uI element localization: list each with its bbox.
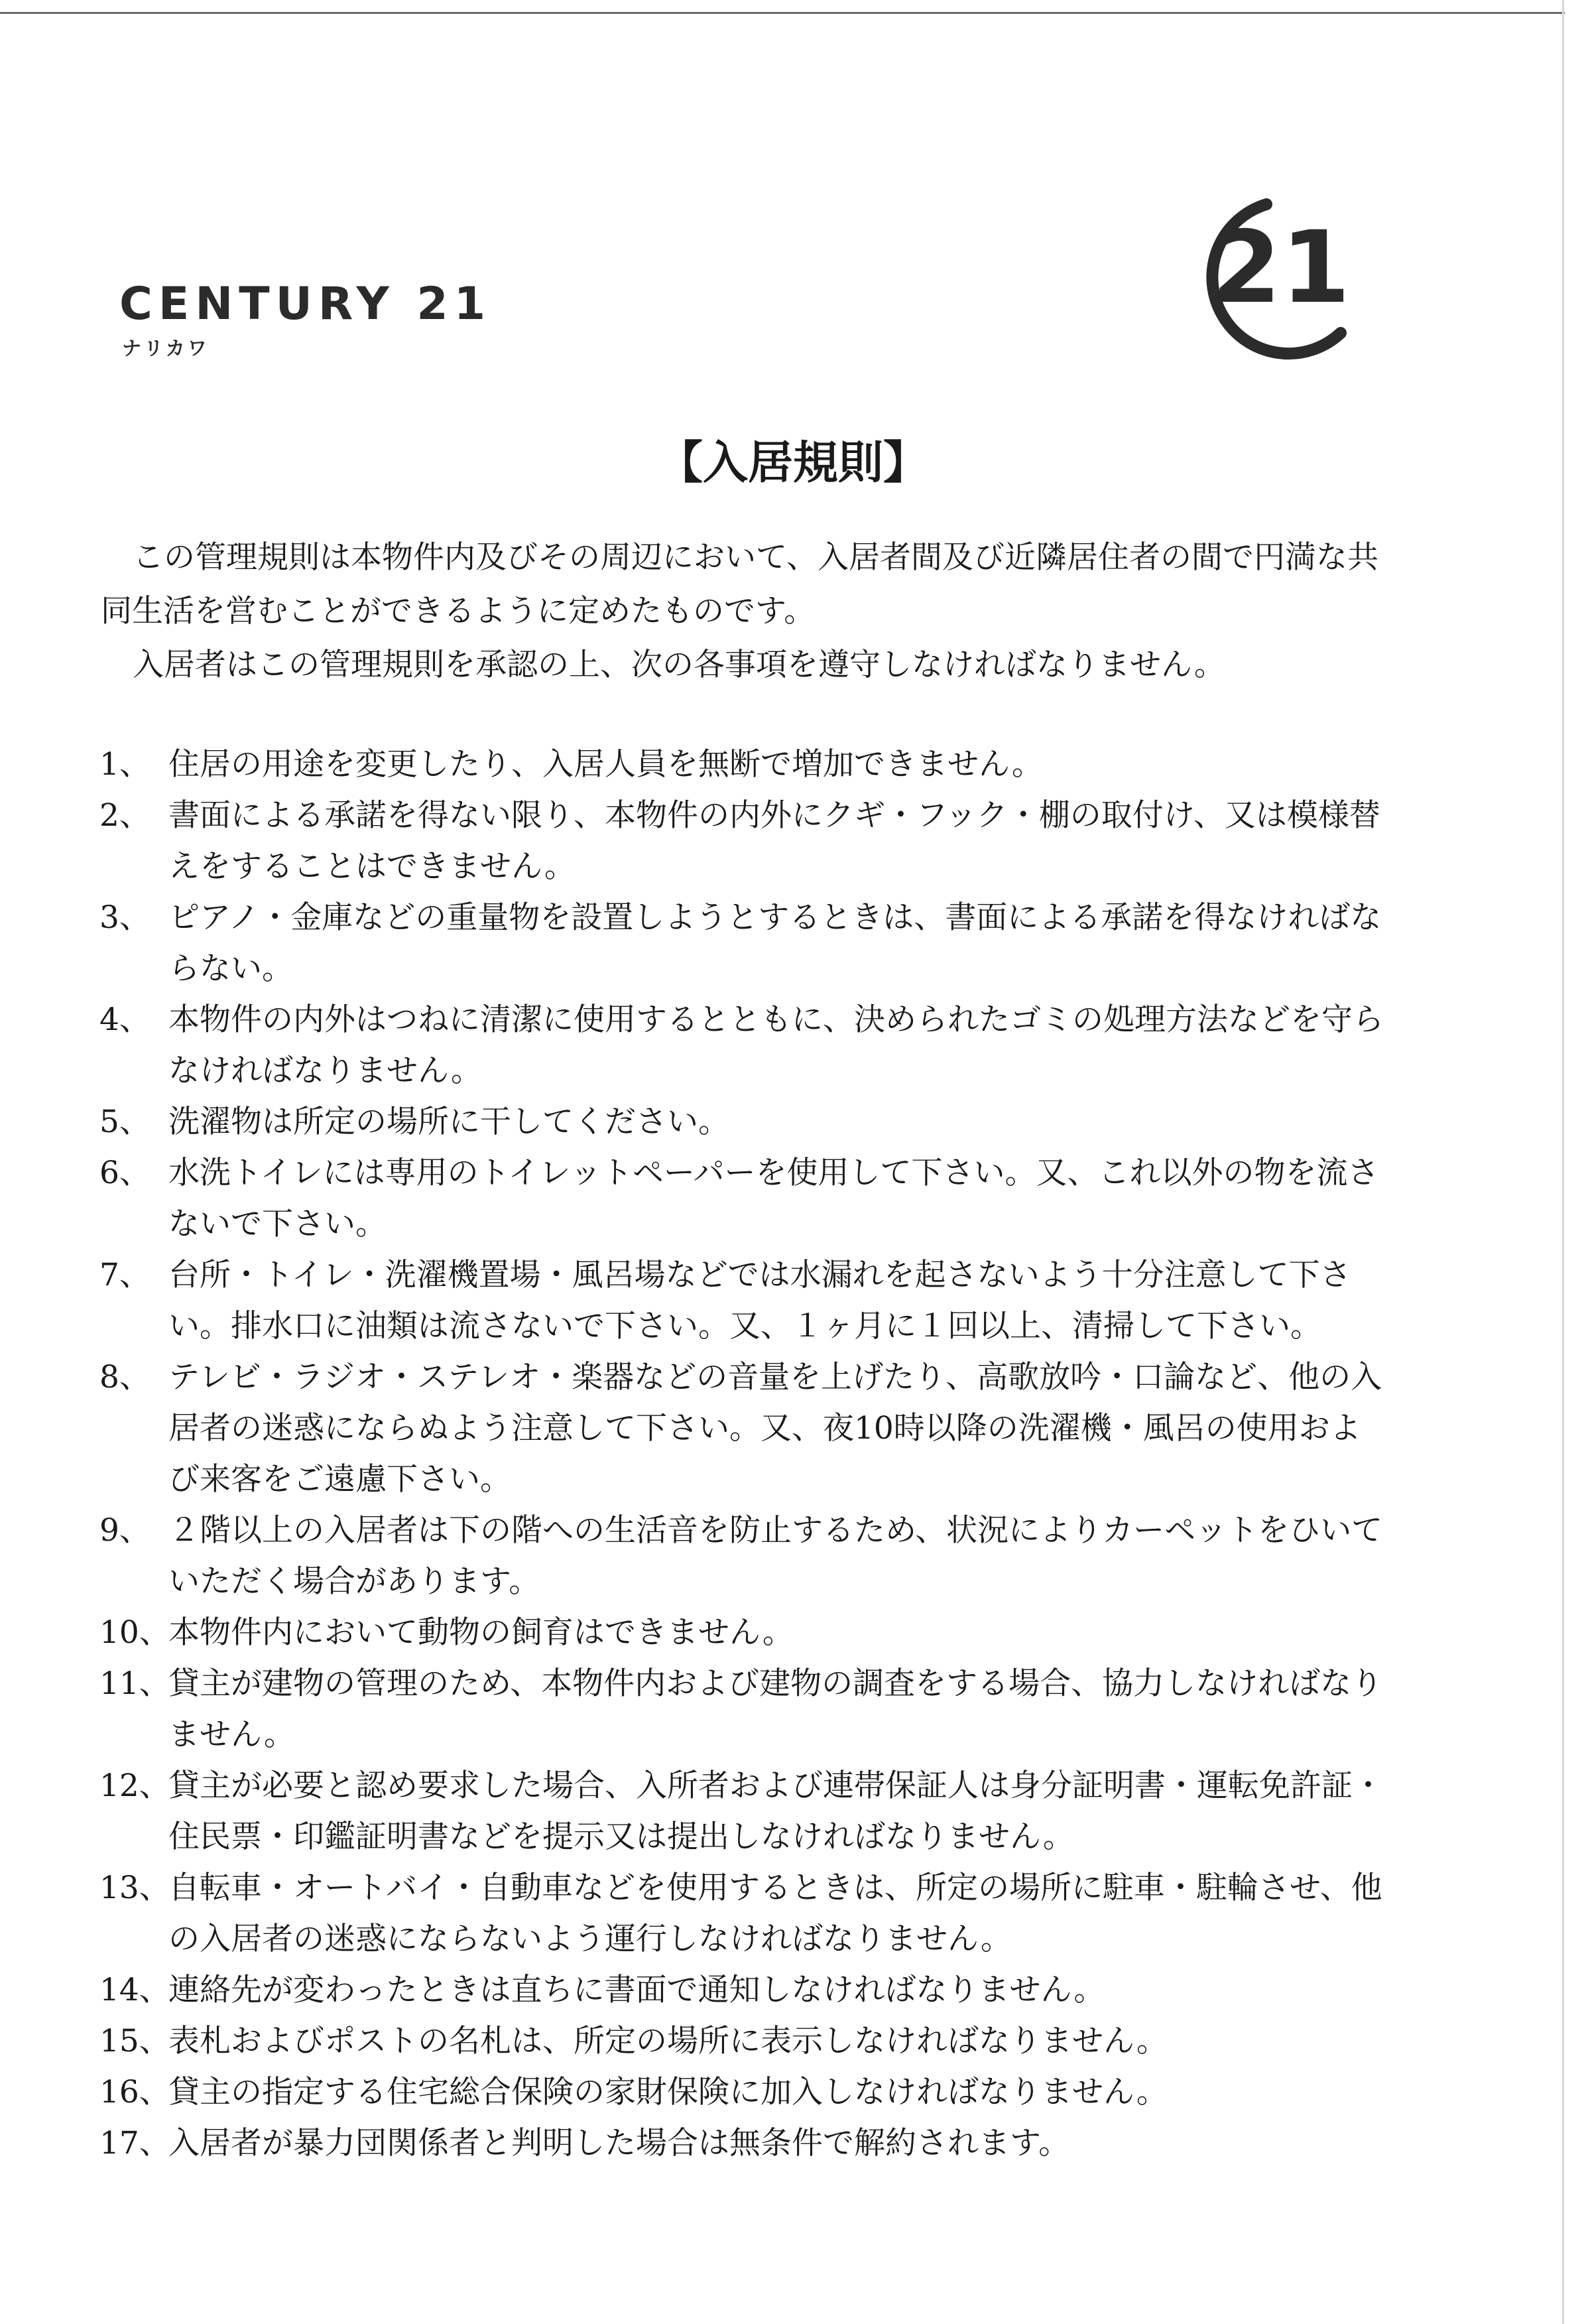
rule-number: 11、 — [99, 1665, 170, 1702]
rule-number: 14、 — [99, 1972, 170, 2008]
rule-text: 表札およびポストの名札は、所定の場所に表示しなければなりません。 — [168, 2023, 1168, 2059]
document-title: 【入居規則】 — [657, 436, 928, 489]
rule-text: 住居の用途を変更したり、入居人員を無断で増加できません。 — [168, 746, 1043, 783]
rule-number: 12、 — [99, 1768, 170, 1804]
rule-number: 8、 — [99, 1359, 151, 1395]
rule-item — [99, 994, 1386, 1096]
rule-number: 6、 — [99, 1155, 151, 1191]
brand-name: CENTURY 21 — [119, 278, 492, 330]
seal-number: 21 — [1211, 210, 1351, 326]
rule-text: ２階以上の入居者は下の階への生活音を防止するため、状況によりカーペットをひいていただく場合があります。 — [168, 1512, 1383, 1600]
rules-list — [99, 739, 1386, 2169]
rule-text: 洗濯物は所定の場所に干してください。 — [168, 1104, 729, 1140]
rule-number: 15、 — [99, 2023, 170, 2059]
rule-text: テレビ・ラジオ・ステレオ・楽器などの音量を上げたり、高歌放吟・口論など、他の入居者の迷惑にならぬよう注意して下さい。又、夜10時以降の洗濯機・風呂の使用および来客をご遠慮下さい。 — [168, 1359, 1382, 1498]
rule-item — [99, 739, 1386, 790]
rule-number: 13、 — [99, 1870, 170, 1906]
rule-text: 書面による承諾を得ない限り、本物件の内外にクギ・フック・棚の取付け、又は模様替えをすることはできません。 — [168, 797, 1380, 885]
rule-item — [99, 892, 1386, 994]
rule-text: 貸主が必要と認め要求した場合、入所者および連帯保証人は身分証明書・運転免許証・住民票・印鑑証明書などを提示又は提出しなければなりません。 — [168, 1768, 1384, 1855]
rule-text: 本物件の内外はつねに清潔に使用するとともに、決められたゴミの処理方法などを守らなければなりません。 — [168, 1001, 1384, 1089]
rule-item — [99, 790, 1386, 892]
rule-item — [99, 2016, 1386, 2067]
rule-number: 7、 — [99, 1257, 151, 1293]
rule-item — [99, 1965, 1386, 2016]
brand-subtitle: ナリカワ — [122, 337, 210, 359]
rule-item — [99, 1505, 1386, 1607]
rule-text: 貸主の指定する住宅総合保険の家財保険に加入しなければなりません。 — [168, 2074, 1168, 2110]
rule-number: 4、 — [99, 1001, 151, 1038]
right-scan-edge — [1562, 0, 1564, 2324]
rule-number: 3、 — [99, 899, 151, 936]
rule-item — [99, 1096, 1386, 1147]
intro-paragraph: この管理規則は本物件内及びその周辺において、入居者間及び近隣居住者の間で円満な共同生活を営むことができるように定めたものです。 — [101, 539, 1379, 629]
rule-text: 自転車・オートバイ・自動車などを使用するときは、所定の場所に駐車・駐輪させ、他の入居者の迷惑にならないよう運行しなければなりません。 — [168, 1870, 1382, 1957]
rule-item — [99, 1862, 1386, 1965]
rule-number: 5、 — [99, 1104, 151, 1140]
rule-text: 台所・トイレ・洗濯機置場・風呂場などでは水漏れを起さないよう十分注意して下さい。排水口に油類は流さないで下さい。又、１ヶ月に１回以上、清掃して下さい。 — [168, 1257, 1351, 1344]
rule-item — [99, 1607, 1386, 1658]
rule-number: 10、 — [99, 1614, 170, 1651]
rule-text: 貸主が建物の管理のため、本物件内および建物の調査をする場合、協力しなければなりません。 — [168, 1665, 1383, 1753]
rule-number: 2、 — [99, 797, 151, 834]
rule-item — [99, 1352, 1386, 1505]
century21-seal-icon — [1167, 186, 1366, 378]
rule-number: 9、 — [99, 1512, 151, 1549]
rule-text: ピアノ・金庫などの重量物を設置しようとするときは、書面による承諾を得なければならない。 — [168, 899, 1382, 987]
rule-item — [99, 2067, 1386, 2118]
rule-item — [99, 1250, 1386, 1352]
intro-section — [101, 531, 1400, 692]
rule-text: 水洗トイレには専用のトイレットペーパーを使用して下さい。又、これ以外の物を流さないで下さい。 — [168, 1155, 1379, 1242]
rule-item — [99, 1658, 1386, 1760]
rule-number: 17、 — [99, 2125, 170, 2162]
rule-item — [99, 2118, 1386, 2169]
intro-paragraph: 入居者はこの管理規則を承認の上、次の各事項を遵守しなければなりません。 — [133, 647, 1225, 683]
rule-number: 1、 — [99, 746, 151, 783]
rule-number: 16、 — [99, 2074, 170, 2110]
rule-item — [99, 1760, 1386, 1862]
rule-text: 入居者が暴力団関係者と判明した場合は無条件で解約されます。 — [168, 2125, 1070, 2162]
rule-text: 連絡先が変わったときは直ちに書面で通知しなければなりません。 — [168, 1972, 1105, 2008]
brand-logo-text — [119, 278, 492, 361]
rule-item — [99, 1147, 1386, 1250]
top-scan-edge — [0, 12, 1565, 14]
rule-text: 本物件内において動物の飼育はできません。 — [168, 1614, 794, 1651]
